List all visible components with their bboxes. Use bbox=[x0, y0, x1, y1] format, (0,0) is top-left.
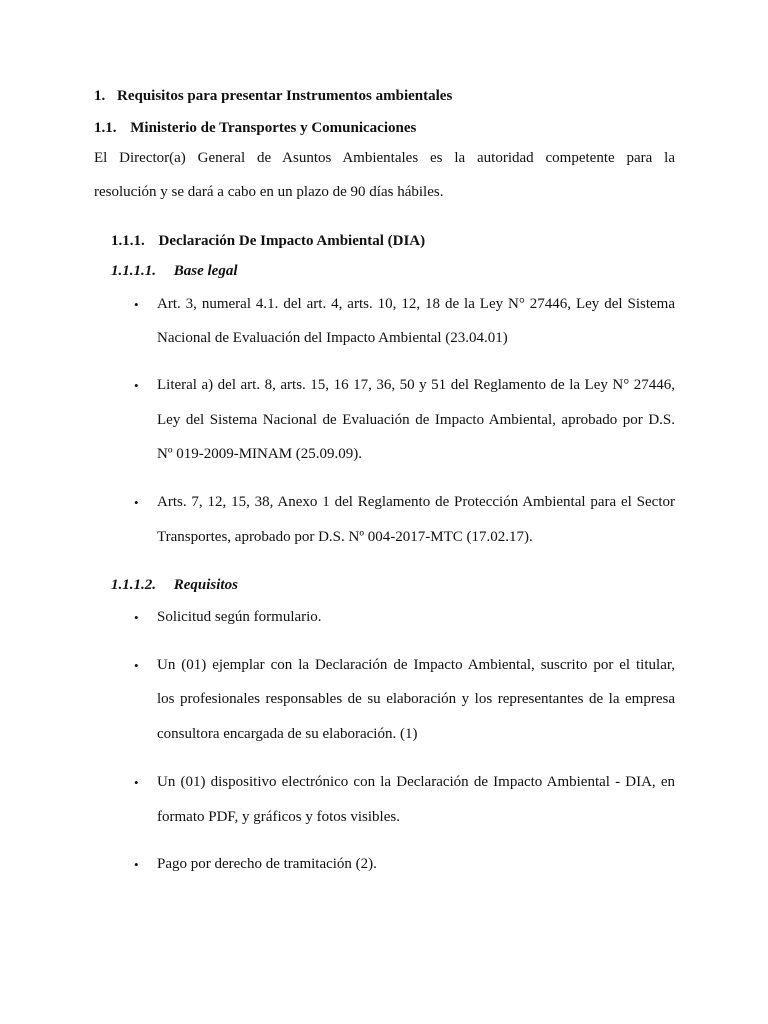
intro-line-2: resolución y se dará a cabo en un plazo de 90 días hábiles. bbox=[94, 184, 444, 200]
bullet: • bbox=[134, 297, 139, 312]
list-item-line: Transportes, aprobado por D.S. Nº 004-2017-MTC (17.02.17). bbox=[157, 529, 533, 545]
list-item-line: Un (01) dispositivo electrónico con la Declaración de Impacto Ambiental - DIA, en bbox=[157, 774, 675, 790]
list-item-line: Ley del Sistema Nacional de Evaluación de Impacto Ambiental, aprobado por D.S. bbox=[157, 412, 675, 428]
heading-section-1 bbox=[94, 88, 452, 105]
bullet: • bbox=[134, 495, 139, 510]
heading-requisitos bbox=[111, 577, 238, 594]
heading-section-1-1-1 bbox=[111, 233, 425, 250]
heading-number: 1.1.1.2. bbox=[111, 577, 156, 593]
heading-title: Requisitos bbox=[173, 577, 238, 593]
heading-title: Declaración De Impacto Ambiental (DIA) bbox=[158, 233, 426, 249]
heading-number: 1.1. bbox=[94, 120, 117, 136]
list-item-line: Pago por derecho de tramitación (2). bbox=[157, 856, 377, 872]
list-item-line: Nacional de Evaluación del Impacto Ambiental (23.04.01) bbox=[157, 330, 508, 346]
intro-line-1: El Director(a) General de Asuntos Ambientales es la autoridad competente para la bbox=[94, 150, 675, 166]
heading-title: Ministerio de Transportes y Comunicaciones bbox=[130, 120, 417, 136]
heading-title: Requisitos para presentar Instrumentos ambientales bbox=[117, 88, 453, 104]
heading-number: 1.1.1.1. bbox=[111, 263, 156, 279]
list-item-line: los profesionales responsables de su elaboración y los representantes de la empresa bbox=[157, 691, 675, 707]
heading-number: 1.1.1. bbox=[111, 233, 145, 249]
bullet: • bbox=[134, 610, 139, 625]
bullet: • bbox=[134, 775, 139, 790]
list-item-line: consultora encargada de su elaboración. (1) bbox=[157, 726, 418, 742]
heading-base-legal bbox=[111, 263, 238, 280]
heading-title: Base legal bbox=[173, 263, 238, 279]
list-item-line: Nº 019-2009-MINAM (25.09.09). bbox=[157, 446, 363, 462]
list-item-line: Literal a) del art. 8, arts. 15, 16 17, 36, 50 y 51 del Reglamento de la Ley N° 27446, bbox=[157, 377, 675, 393]
list-item-line: Solicitud según formulario. bbox=[157, 609, 322, 625]
heading-section-1-1 bbox=[94, 120, 416, 137]
heading-number: 1. bbox=[94, 88, 106, 104]
bullet: • bbox=[134, 378, 139, 393]
list-item-line: Art. 3, numeral 4.1. del art. 4, arts. 10, 12, 18 de la Ley N° 27446, Ley del Sistema bbox=[157, 296, 675, 312]
list-item-line: Un (01) ejemplar con la Declaración de Impacto Ambiental, suscrito por el titular, bbox=[157, 657, 675, 673]
list-item-line: formato PDF, y gráficos y fotos visibles. bbox=[157, 809, 400, 825]
bullet: • bbox=[134, 857, 139, 872]
list-item-line: Arts. 7, 12, 15, 38, Anexo 1 del Reglamento de Protección Ambiental para el Sector bbox=[157, 494, 675, 510]
bullet: • bbox=[134, 658, 139, 673]
